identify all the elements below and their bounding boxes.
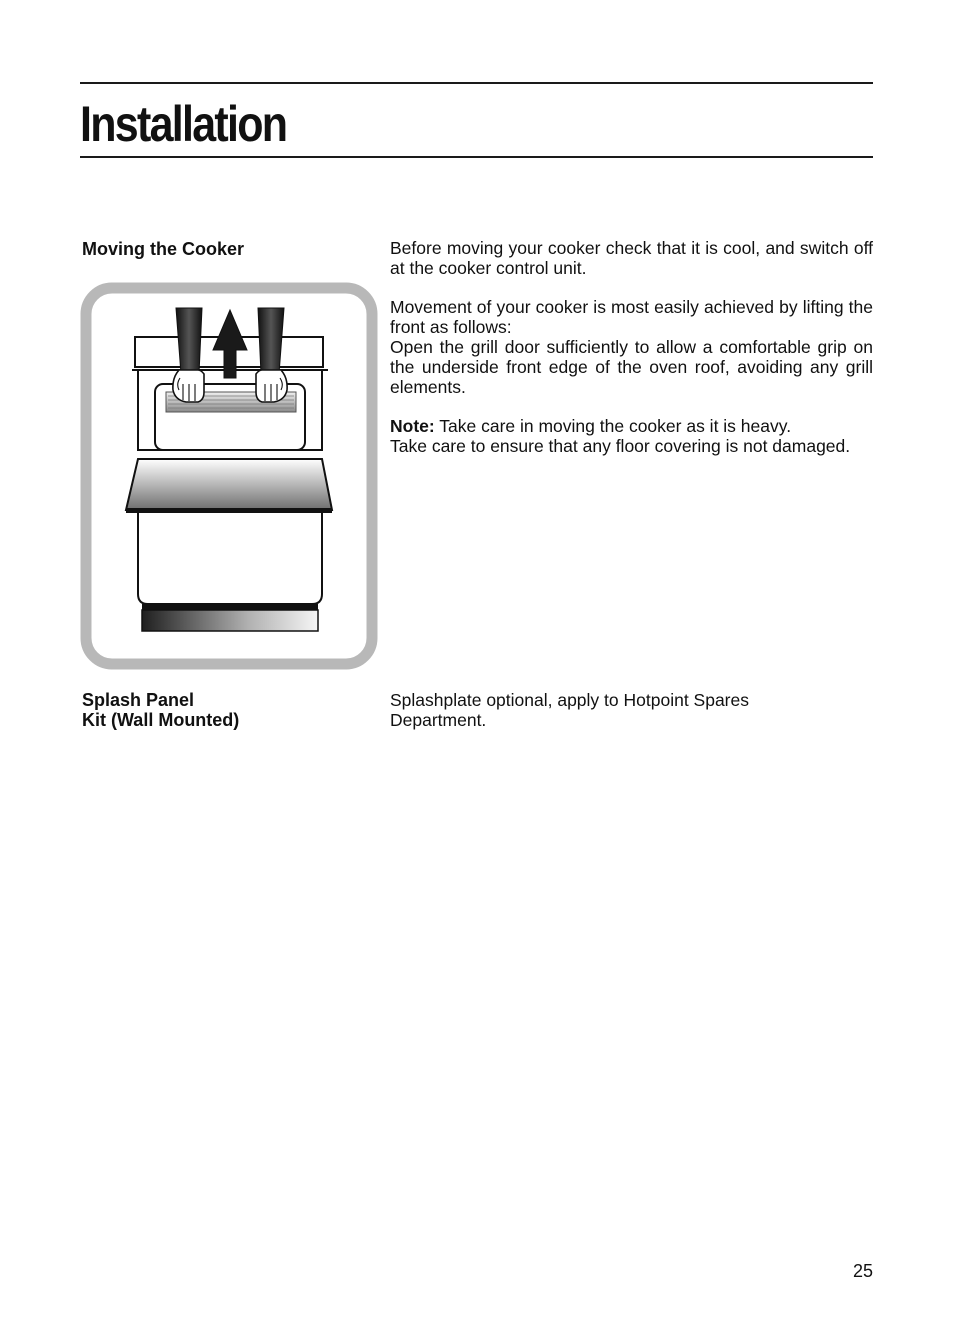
note-extra: Take care to ensure that any floor covering is not damaged. — [390, 436, 851, 456]
title-underline — [80, 156, 873, 158]
cooker-lifting-illustration — [80, 282, 378, 670]
page-title: Installation — [80, 96, 287, 152]
splash-text: Splashplate optional, apply to Hotpoint Spares Department. — [390, 690, 749, 730]
moving-paragraph-1: Before moving your cooker check that it is cool, and switch off at the cooker control unit. — [390, 238, 873, 278]
note-text: Take care in moving the cooker as it is heavy. — [434, 416, 792, 436]
top-rule — [80, 82, 873, 84]
section-heading-moving: Moving the Cooker — [82, 239, 245, 259]
moving-paragraph-3: Open the grill door sufficiently to allow a comfortable grip on the underside front edge of the oven roof, avoiding any grill elements. — [390, 337, 873, 397]
splash-heading-line-1: Splash Panel — [82, 690, 195, 710]
note-line — [390, 416, 873, 436]
page-number: 25 — [852, 1261, 873, 1281]
splash-body — [390, 690, 810, 749]
splash-heading-line-2: Kit (Wall Mounted) — [82, 710, 240, 730]
moving-paragraph-2: Movement of your cooker is most easily achieved by lifting the front as follows: — [390, 297, 873, 337]
note-label: Note: — [390, 416, 435, 436]
cooker-lifting-icon — [80, 282, 378, 670]
section-heading-splash — [82, 690, 239, 730]
moving-body — [390, 238, 873, 475]
